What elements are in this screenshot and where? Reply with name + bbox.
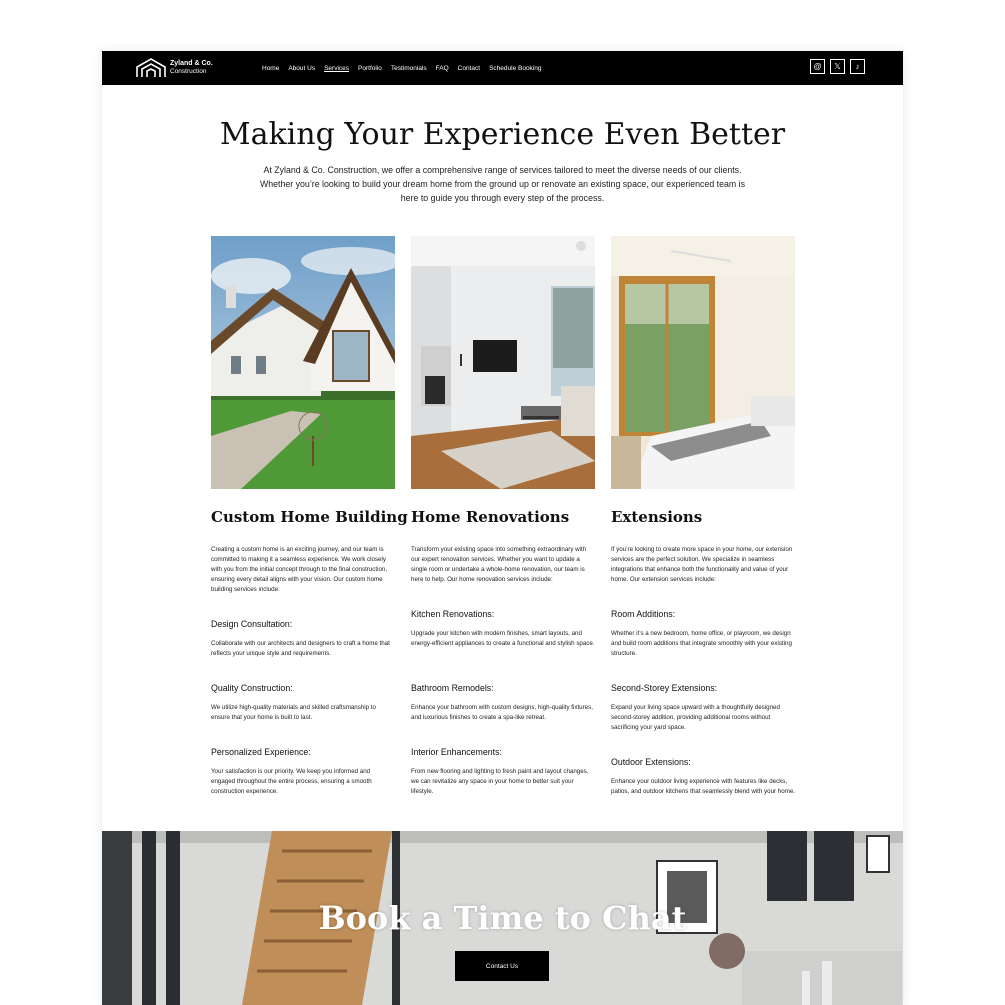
feature-heading: Room Additions:	[611, 609, 676, 619]
feature-text: Enhance your outdoor living experience with features like decks, patios, and outdoor kitchens that seamlessly blend with your home.	[611, 778, 796, 795]
cta-title: Book a Time to Chat	[318, 899, 687, 937]
tiktok-icon[interactable]: ♪	[850, 59, 865, 74]
brand-subtitle: Construction	[170, 68, 207, 75]
threads-icon[interactable]: @	[810, 59, 825, 74]
main-nav	[262, 51, 541, 85]
brand-logo[interactable]	[135, 57, 213, 79]
top-navbar	[102, 51, 903, 85]
feature-heading: Outdoor Extensions:	[611, 757, 691, 767]
page-container	[102, 51, 903, 1005]
feature-heading: Design Consultation:	[211, 619, 293, 629]
service-column-renovations	[411, 236, 595, 795]
feature-heading: Quality Construction:	[211, 683, 293, 693]
service-description: Transform your existing space into something extraordinary with our expert renovation services. Whether you want to update a single room or undertake a whole-home renovation, our team is here to help. Our home renovation services include:	[411, 546, 587, 583]
feature-text: Whether it’s a new bedroom, home office, or playroom, we design and build room additions that integrate smoothly with your existing structure.	[611, 630, 792, 657]
nav-link-portfolio[interactable]: Portfolio	[358, 64, 382, 72]
feature-heading: Personalized Experience:	[211, 747, 311, 757]
nav-link-about-us[interactable]: About Us	[288, 64, 316, 72]
nav-link-services[interactable]: Services	[324, 64, 350, 72]
feature-heading: Second-Storey Extensions:	[611, 683, 718, 693]
feature-text: We utilize high-quality materials and skilled craftsmanship to ensure that your home is built to last.	[211, 704, 376, 721]
feature-heading: Kitchen Renovations:	[411, 609, 495, 619]
custom-home-photo	[211, 236, 395, 489]
bedroom-photo	[611, 236, 795, 489]
service-column-extensions	[611, 236, 796, 795]
service-title: Extensions	[611, 508, 703, 526]
booking-cta-section	[102, 831, 903, 1005]
feature-text: Enhance your bathroom with custom designs, high-quality fixtures, and luxurious finishes to create a spa-like retreat.	[411, 704, 593, 721]
feature-text: Your satisfaction is our priority. We keep you informed and engaged throughout the entire process, ensuring a smooth construction experience.	[211, 768, 372, 795]
service-title: Custom Home Building	[211, 508, 408, 526]
service-description: Creating a custom home is an exciting journey, and our team is committed to making it a seamless experience. We work closely with you from the initial concept through to the final construction, ensuring every detail aligns with your vision. Our custom home building services include:	[211, 546, 388, 593]
x-icon[interactable]: 𝕏	[830, 59, 845, 74]
feature-text: Upgrade your kitchen with modern finishes, smart layouts, and energy-efficient appliances to create a functional and stylish space.	[411, 630, 595, 647]
feature-text: From new flooring and lighting to fresh paint and layout changes, we can revitalize any space in your home to better suit your lifestyle.	[411, 768, 589, 795]
nav-link-home[interactable]: Home	[262, 64, 280, 72]
living-room-photo	[411, 236, 595, 489]
nav-link-schedule-booking[interactable]: Schedule Booking	[489, 64, 542, 72]
nav-link-contact[interactable]: Contact	[457, 64, 481, 72]
page-title: Making Your Experience Even Better	[219, 117, 786, 152]
feature-heading: Bathroom Remodels:	[411, 683, 494, 693]
contact-us-button[interactable]: Contact Us	[455, 951, 549, 981]
nav-link-testimonials[interactable]: Testimonials	[390, 64, 427, 72]
feature-heading: Interior Enhancements:	[411, 747, 502, 757]
house-logo-icon	[135, 58, 167, 78]
service-title: Home Renovations	[411, 508, 570, 526]
feature-text: Collaborate with our architects and designers to craft a home that reflects your unique style and requirements.	[211, 640, 390, 657]
service-column-custom-home	[211, 236, 408, 795]
nav-link-faq[interactable]: FAQ	[435, 64, 449, 72]
intro-paragraph: At Zyland & Co. Construction, we offer a comprehensive range of services tailored to meet the diverse needs of our clients. Whether you’re looking to build your dream home from the ground up or renovate an existing space, our experienced team is here to guide you through every step of the process.	[259, 165, 746, 203]
service-description: If you’re looking to create more space in your home, our extension services are the perfect solution. We specialize in seamless integrations that enhance both the functionality and value of your home. Our extension services include:	[611, 546, 793, 583]
feature-text: Expand your living space upward with a thoughtfully designed second-storey addition, providing additional rooms without sacrificing your yard space.	[611, 704, 780, 731]
social-links	[810, 59, 865, 74]
brand-name: Zyland & Co.	[170, 60, 213, 67]
